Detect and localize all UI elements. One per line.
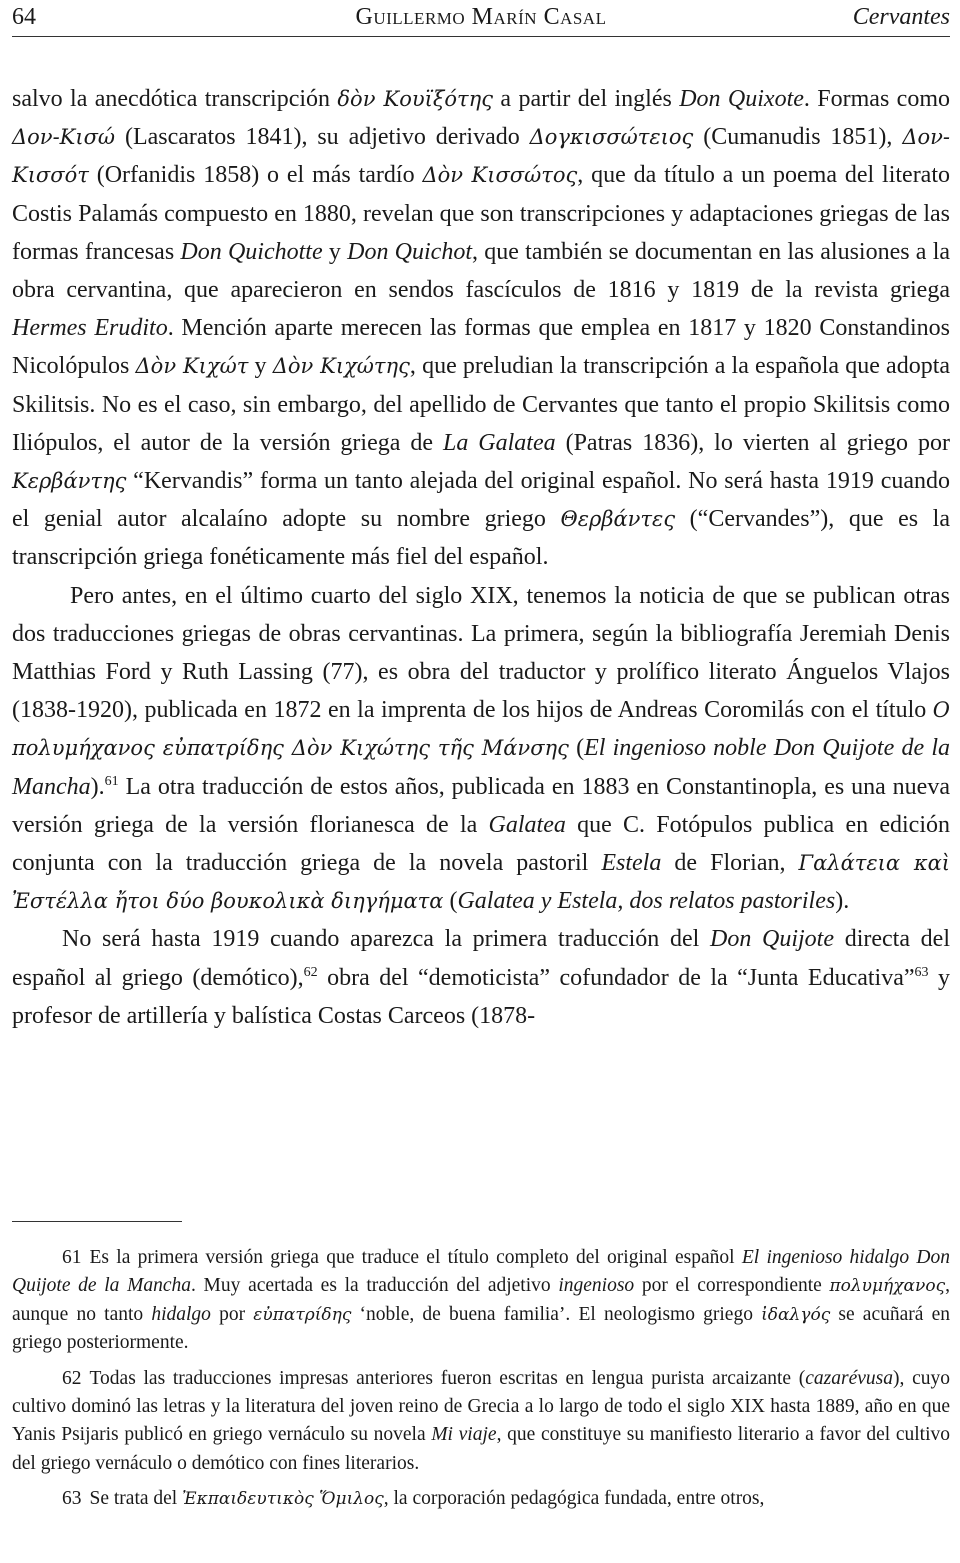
greek-term: Κερβάντης [12, 469, 127, 494]
italic-title: La Galatea [442, 429, 556, 456]
footnote-number: 62 [62, 1367, 82, 1389]
footnote-number: 63 [62, 1488, 82, 1510]
text-run: directa del español al griego (demótico), [12, 926, 950, 991]
running-author: Guillermo Marín Casal [355, 4, 607, 30]
greek-term: Δὸν Κιχώτ [135, 354, 249, 379]
italic-title: Don Quichotte [180, 238, 323, 265]
text-run: , la corporación pedagógica fundada, entre otros, [383, 1488, 765, 1510]
italic-title: Don Quijote [709, 926, 834, 953]
greek-term: Δον-Κισσότ [12, 125, 950, 188]
text-run: ). [835, 888, 850, 915]
italic-title: El ingenioso noble Don Quijote de la Mancha [12, 735, 950, 800]
footnote-61 [12, 1244, 950, 1358]
text-run: , que preludian la transcripción a la española que adopta Skilitsis. No es el caso, sin embargo, del apellido de Cervantes que tanto el propio Skilitsis como Iliópulos, el autor de la versión griega de [12, 353, 951, 456]
footnotes [12, 1244, 950, 1514]
text-run: por el correspondiente [634, 1275, 830, 1297]
text-run: No será hasta 1919 cuando aparezca la primera traducción del [62, 926, 710, 953]
italic-title: Estela [601, 850, 662, 877]
main-text [12, 80, 950, 1035]
italic-title: Mi viaje [431, 1424, 497, 1446]
text-run: . Muy acertada es la traducción del adjetivo [191, 1275, 559, 1297]
footnote-62 [12, 1365, 950, 1479]
text-run: y [248, 353, 273, 380]
text-run: por [210, 1303, 254, 1325]
footnote-ref-63[interactable]: 63 [914, 964, 929, 980]
greek-term: πολυμήχανος [829, 1276, 946, 1297]
greek-term: Ἐκπαιδευτικὸς Ὅμιλος [182, 1489, 384, 1510]
text-run: , que también se documentan en las alusiones a la obra cervantina, que aparecieron en sendos fascículos de 1816 y 1819 de la revista griega [12, 238, 951, 304]
text-run: ). [90, 773, 105, 800]
italic-title: Hermes Erudito [12, 315, 168, 342]
text-run: y [322, 238, 348, 265]
italic-title: Galatea [488, 811, 566, 838]
greek-term: Δὸν Κισσώτος [422, 163, 578, 188]
greek-term: Δογκισσώτειος [529, 125, 694, 150]
text-run: (Patras 1836), lo vierten al griego por [555, 429, 950, 456]
italic-title: Don Quichot [347, 238, 473, 265]
paragraph-2 [12, 577, 950, 921]
italic-term: hidalgo [151, 1303, 211, 1325]
text-run: ), cuyo cultivo dominó las letras y la literatura del joven reino de Grecia a lo largo de todo el siglo XIX hasta 1889, año en que Yanis Psijaris publicó en griego vernáculo su novela [12, 1367, 950, 1446]
text-run: . Mención aparte merecen las formas que emplea en 1817 y 1820 Constandinos Nicolópulos [12, 315, 951, 380]
text-run: obra del “demoticista” cofundador de la “Junta Educativa” [317, 964, 915, 991]
text-run: Pero antes, en el último cuarto del siglo XIX, tenemos la noticia de que se publican otras dos traducciones griegas de obras cervantinas. La primera, según la bibliografía Jeremiah Denis Matthias Ford y Ruth Lassing (77), es obra del traductor y prolífico literato Ánguelos Vlajos (1838-1920), publicada en 1872 en la imprenta de los hijos de Andreas Coromilás con el título [12, 582, 950, 724]
greek-term: Θερβάντες [560, 507, 676, 532]
text-run: Se trata del [89, 1488, 183, 1510]
italic-term: cazarévusa [805, 1367, 894, 1389]
text-run: Es la primera versión griega que traduce el título completo del original español [89, 1247, 742, 1268]
greek-term: Γαλάτεια καὶ Ἐστέλλα ἤτοι δύο βουκολικὰ διηγήματα [12, 851, 950, 914]
footnote-ref-61[interactable]: 61 [104, 773, 119, 789]
text-run: , aunque no tanto [12, 1275, 950, 1325]
header-rule [12, 36, 950, 37]
text-run: . Formas como [803, 86, 950, 112]
text-run: (“Cervandes”), que es la transcripción griega fonéticamente más fiel del español. [12, 506, 950, 571]
italic-title: Don Quixote [679, 86, 804, 112]
text-run: se acuñará en griego posteriormente. [12, 1303, 950, 1354]
greek-term: δὸν Κουϊξότης [337, 87, 494, 111]
text-run: a partir del inglés [493, 86, 680, 112]
footnote-separator [12, 1221, 182, 1222]
greek-term: ἰδαλγός [761, 1304, 831, 1325]
page-number: 64 [12, 4, 36, 30]
greek-term: εὐπατρίδης [253, 1304, 352, 1325]
running-header [12, 0, 950, 36]
paragraph-3 [12, 920, 950, 1035]
footnote-63 [12, 1485, 950, 1513]
text-run: (Orfanidis 1858) o el más tardío [88, 162, 423, 189]
greek-term: Δον-Κισώ [12, 125, 116, 150]
italic-title: El ingenioso hidalgo Don Quijote de la Mancha [12, 1247, 951, 1297]
footnote-number: 61 [62, 1247, 82, 1268]
text-run: ( [568, 735, 585, 762]
text-run: , que constituye su manifiesto literario a favor del cultivo del griego vernáculo o demótico con fines literarios. [12, 1424, 951, 1474]
text-run: “Kervandis” forma un tanto alejada del original español. No será hasta 1919 cuando el genial autor alcalaíno adopte su nombre griego [12, 468, 950, 533]
italic-title: Galatea y Estela, dos relatos pastoriles [457, 888, 836, 915]
paragraph-1 [12, 80, 950, 577]
text-run: (Lascaratos 1841), su adjetivo derivado [115, 124, 530, 151]
text-run: (Cumanudis 1851), [693, 124, 903, 151]
greek-term: Δὸν Κιχώτης [272, 354, 410, 379]
text-run: de Florian, [661, 850, 799, 877]
text-run: Todas las traducciones impresas anteriores fueron escritas en lengua purista arcaizante ( [89, 1367, 806, 1389]
text-run: que C. Fotópulos publica en edición conjunta con la traducción griega de la novela pastoril [12, 811, 951, 877]
text-run: ‘noble, de buena familia’. El neologismo griego [351, 1303, 762, 1325]
running-title: Cervantes [852, 4, 950, 30]
italic-term: ingenioso [558, 1275, 635, 1297]
text-run: y profesor de artillería y balística Costas Carceos (1878- [12, 964, 950, 1029]
text-run: ( [443, 888, 458, 915]
text-run: La otra traducción de estos años, publicada en 1883 en Constantinopla, es una nueva versión griega de la versión florianesca de la [12, 773, 950, 838]
text-run: , que da título a un poema del literato Costis Palamás compuesto en 1880, revelan que son transcripciones y adaptaciones griegas de las formas francesas [12, 162, 950, 265]
text-run: salvo la anecdótica transcripción [12, 86, 338, 112]
footnote-ref-62[interactable]: 62 [303, 964, 318, 980]
greek-term: Ο πολυμήχανος εὐπατρίδης Δὸν Κιχώτης τῆς Μάνσης [12, 698, 950, 761]
